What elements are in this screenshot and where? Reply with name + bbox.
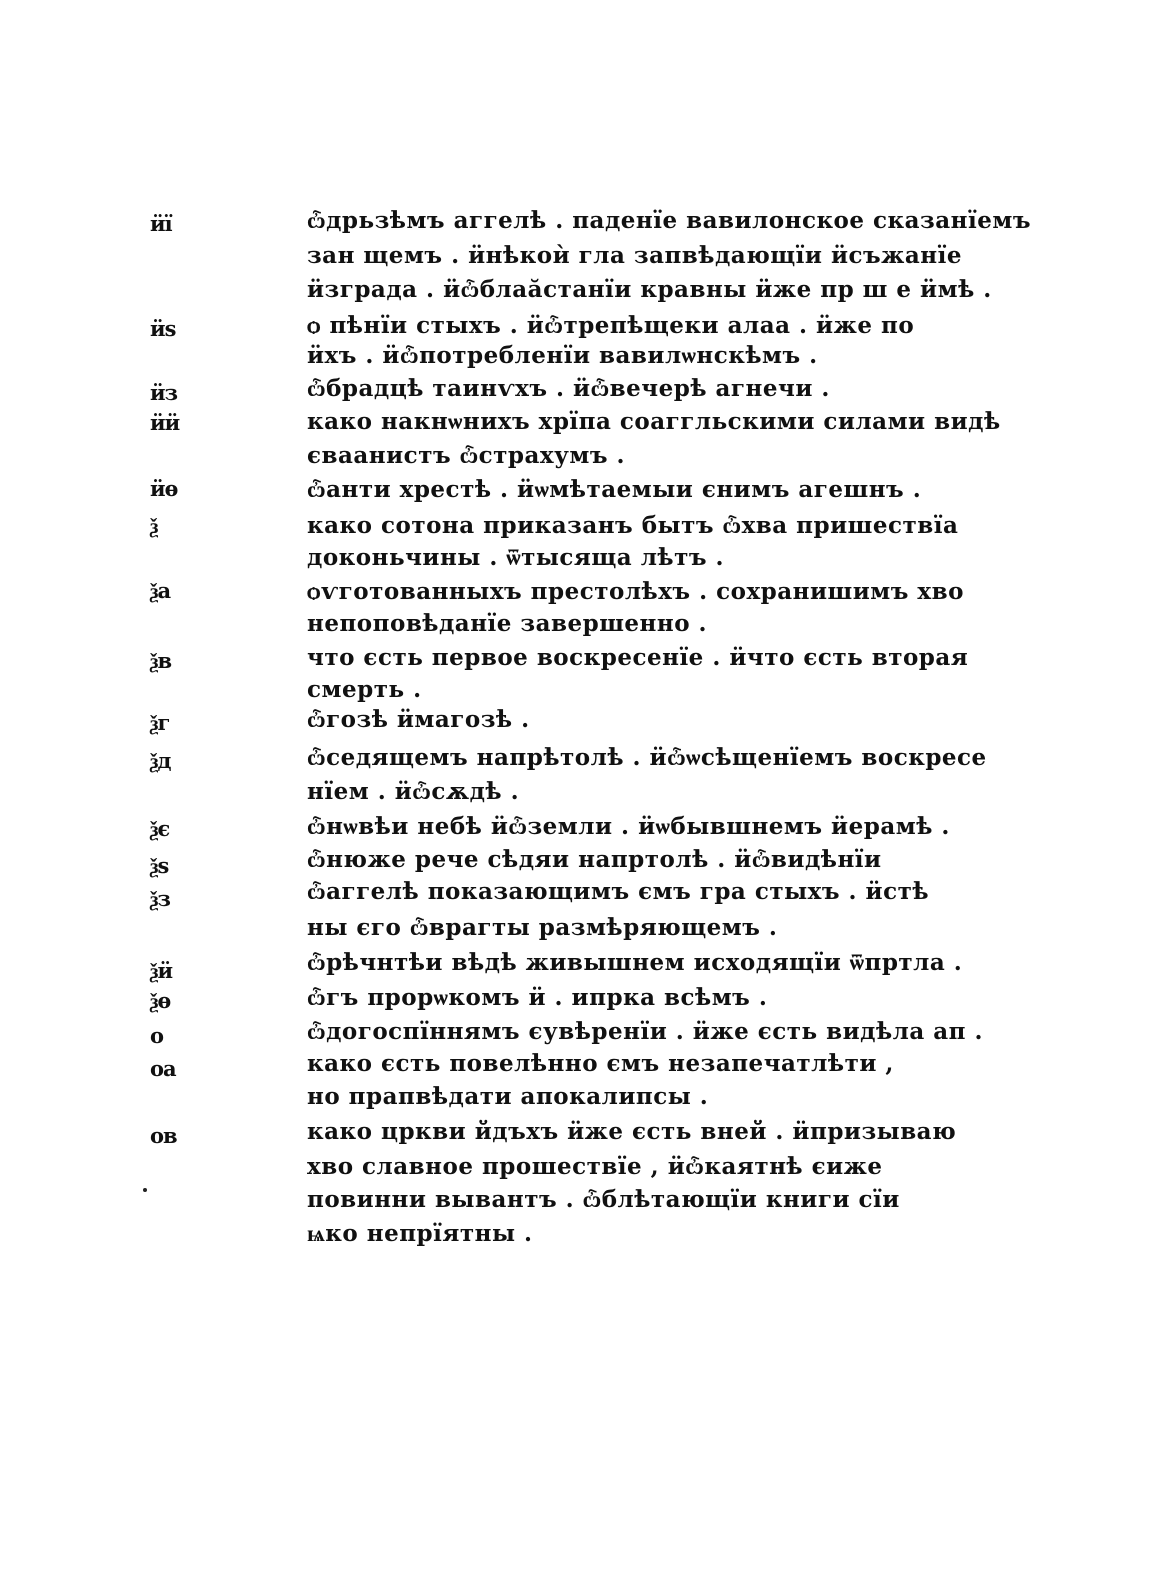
text-line: повинни вывантъ . ѽблѣтающїи книги сїи — [307, 1186, 900, 1213]
text-line: ѽдрьзѣмъ аггелѣ . паденїе вавилонское сказанїемъ — [307, 207, 1031, 234]
text-line: ӥхъ . ӥѽпотребленїи вавилѡнскѣмъ . — [307, 342, 818, 369]
text-line: како цркви йдъхъ ӥже єсть вней . ӥпризываю — [307, 1118, 957, 1145]
verse-numeral: ѯѕ — [150, 853, 169, 878]
text-line: ѽдогоспїннямъ єувѣренїи . ӥже єсть видѣла ап . — [307, 1018, 984, 1045]
text-line: доконьчины . ѿтысяща лѣтъ . — [307, 544, 724, 571]
text-line: ѽнюже рече сѣдяи напртолѣ . ӥѽвидѣнїи — [307, 846, 882, 873]
text-line: непоповѣданїе завершенно . — [307, 610, 708, 637]
text-line: нїем . ӥѽсѫдѣ . — [307, 778, 520, 805]
verse-numeral: ѯє — [150, 816, 170, 841]
text-line: ѽседящемъ напрѣтолѣ . ӥѽѡсѣщенїемъ воскресе — [307, 744, 987, 771]
text-line: ѽбрадцѣ таинѵхъ . ӥѽвечерѣ агнечи . — [307, 375, 830, 402]
text-line: како накнѡнихъ хрїпа соаггльскими силами видѣ — [307, 408, 1001, 435]
verse-numeral: оа — [150, 1056, 176, 1081]
text-line: како єсть повелѣнно ємъ незапечатлѣти , — [307, 1050, 894, 1077]
text-line: ӥзграда . ӥѽблаӑстанїи кравны ӥже пр ш е ӥмѣ . — [307, 276, 992, 303]
text-line: ѩко непрїятны . — [307, 1220, 533, 1247]
text-line: но прапвѣдати апокалипсы . — [307, 1083, 709, 1110]
text-line: ѽанти хрестѣ . ӥѡмѣтаемыи єнимъ агешнъ . — [307, 476, 922, 503]
text-line: ѻ пѣнїи стыхъ . ӥѽтрепѣщеки алаа . ӥже по — [307, 312, 915, 339]
text-line: ны єго ѽврагты размѣряющемъ . — [307, 914, 778, 941]
verse-numeral: ѯ — [150, 513, 158, 538]
verse-numeral: ӥӥ — [150, 410, 180, 435]
text-line: хво славное прошествїе , ӥѽкаятнѣ єиже — [307, 1153, 883, 1180]
text-line: смерть . — [307, 676, 422, 703]
text-line: ѽгозѣ ӥмагозѣ . — [307, 706, 530, 733]
verse-numeral: ӥї — [150, 211, 172, 236]
text-line: ѽгъ прорѡкомъ ӥ . ипрка всѣмъ . — [307, 984, 768, 1011]
verse-numeral: ӥз — [150, 380, 177, 405]
text-line: како сотона приказанъ бытъ ѽхва пришествїа — [307, 512, 959, 539]
verse-numeral: ѯѳ — [150, 988, 171, 1013]
verse-numeral: ѯа — [150, 578, 171, 603]
verse-numeral: ов — [150, 1123, 177, 1148]
text-line: ѽаггелѣ показающимъ ємъ гра стыхъ . ӥстѣ — [307, 878, 930, 905]
text-line: ѽнѡвѣи небѣ ӥѽземли . ӥѡбывшнемъ ӥерамѣ . — [307, 813, 950, 840]
verse-numeral: ӥѳ — [150, 476, 178, 501]
verse-numeral: ѯз — [150, 886, 170, 911]
text-line: зан щемъ . ӥнѣкоѝ гла запвѣдающїи ӥсъжанїе — [307, 242, 963, 269]
verse-numeral: ѯӥ — [150, 958, 173, 983]
verse-numeral: ѯд — [150, 748, 171, 773]
text-line: ѽрѣчнтѣи вѣдѣ живышнем исходящїи ѿпртла . — [307, 949, 963, 976]
text-line: єваанистъ ѽстрахумъ . — [307, 442, 625, 469]
text-line: что єсть первое воскресенїе . ӥчто єсть вторая — [307, 644, 969, 671]
verse-numeral: ѯг — [150, 710, 170, 735]
verse-numeral: о — [150, 1023, 164, 1048]
ink-speck — [143, 1188, 147, 1192]
verse-numeral: ӥѕ — [150, 316, 176, 341]
verse-numeral: ѯв — [150, 648, 172, 673]
text-line: ѻѵготованныхъ престолѣхъ . сохранишимъ хво — [307, 578, 964, 605]
